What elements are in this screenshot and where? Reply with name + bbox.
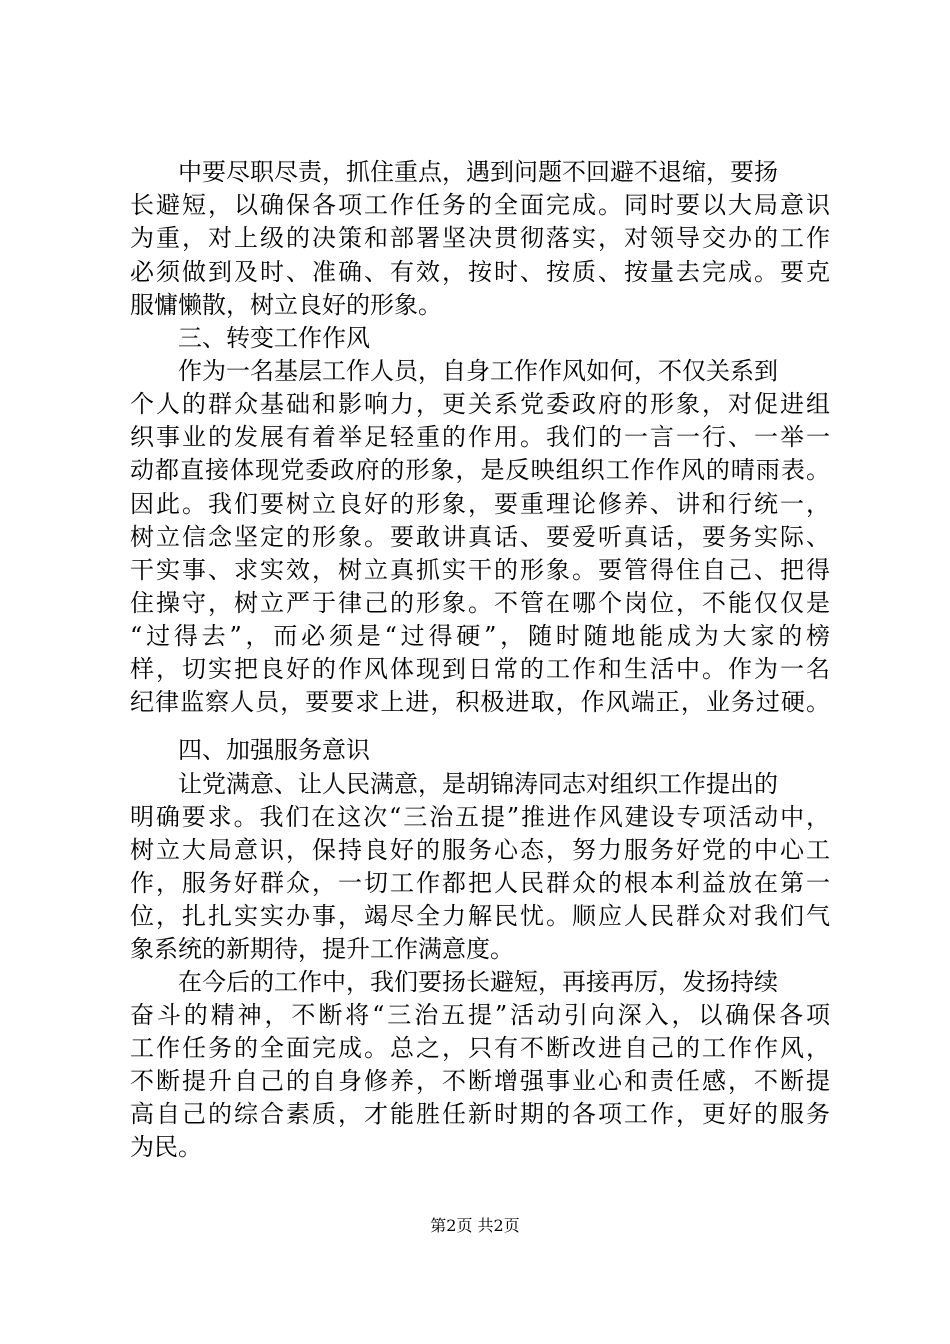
text-line: 动都直接体现党委政府的形象，是反映组织工作作风的晴雨表。 [130,456,830,484]
text-line: 中要尽职尽责，抓住重点，遇到问题不回避不退缩，要扬 [178,158,778,186]
text-line: 高自己的综合素质，才能胜任新时期的各项工作，更好的服务 [130,1100,830,1128]
section-heading: 四、加强服务意识 [178,736,370,764]
text-line: 住操守，树立严于律己的形象。不管在哪个岗位，不能仅仅是 [130,589,830,617]
text-line: 个人的群众基础和影响力，更关系党委政府的形象，对促进组 [130,390,830,418]
text-line: 服慵懒散，树立良好的形象。 [130,291,442,319]
text-line: 长避短，以确保各项工作任务的全面完成。同时要以大局意识 [130,191,830,219]
section-heading: 三、转变工作作风 [178,324,370,352]
text-line: 样，切实把良好的作风体现到日常的工作和生活中。作为一名 [130,655,830,683]
text-line: 为民。 [130,1133,202,1161]
text-line: 作，服务好群众，一切工作都把人民群众的根本利益放在第一 [130,869,830,897]
text-line: “过得去”，而必须是“过得硬”，随时随地能成为大家的榜 [130,622,830,650]
text-line: 因此。我们要树立良好的形象，要重理论修养、讲和行统一， [130,490,830,518]
text-line: 工作任务的全面完成。总之，只有不断改进自己的工作作风， [130,1034,830,1062]
text-line: 作为一名基层工作人员，自身工作作风如何，不仅关系到 [178,357,778,385]
page-footer: 第2页 共2页 [430,1216,520,1235]
text-line: 在今后的工作中，我们要扬长避短，再接再厉，发扬持续 [178,968,778,996]
text-line: 不断提升自己的自身修养，不断增强事业心和责任感，不断提 [130,1067,830,1095]
text-line: 明确要求。我们在这次“三治五提”推进作风建设专项活动中， [130,803,830,831]
text-line: 纪律监察人员，要要求上进，积极进取，作风端正，业务过硬。 [130,688,830,716]
text-line: 让党满意、让人民满意，是胡锦涛同志对组织工作提出的 [178,770,778,798]
text-line: 为重，对上级的决策和部署坚决贯彻落实，对领导交办的工作 [130,224,830,252]
text-line: 织事业的发展有着举足轻重的作用。我们的一言一行、一举一 [130,423,830,451]
text-line: 树立信念坚定的形象。要敢讲真话、要爱听真话，要务实际、 [130,523,830,551]
text-line: 位，扎扎实实办事，竭尽全力解民忧。顺应人民群众对我们气 [130,902,830,930]
text-line: 象系统的新期待，提升工作满意度。 [130,935,514,963]
text-line: 必须做到及时、准确、有效，按时、按质、按量去完成。要克 [130,258,830,286]
text-line: 干实事、求实效，树立真抓实干的形象。要管得住自己、把得 [130,556,830,584]
text-line: 树立大局意识，保持良好的服务心态，努力服务好党的中心工 [130,836,830,864]
text-line: 奋斗的精神，不断将“三治五提”活动引向深入，以确保各项 [130,1001,830,1029]
